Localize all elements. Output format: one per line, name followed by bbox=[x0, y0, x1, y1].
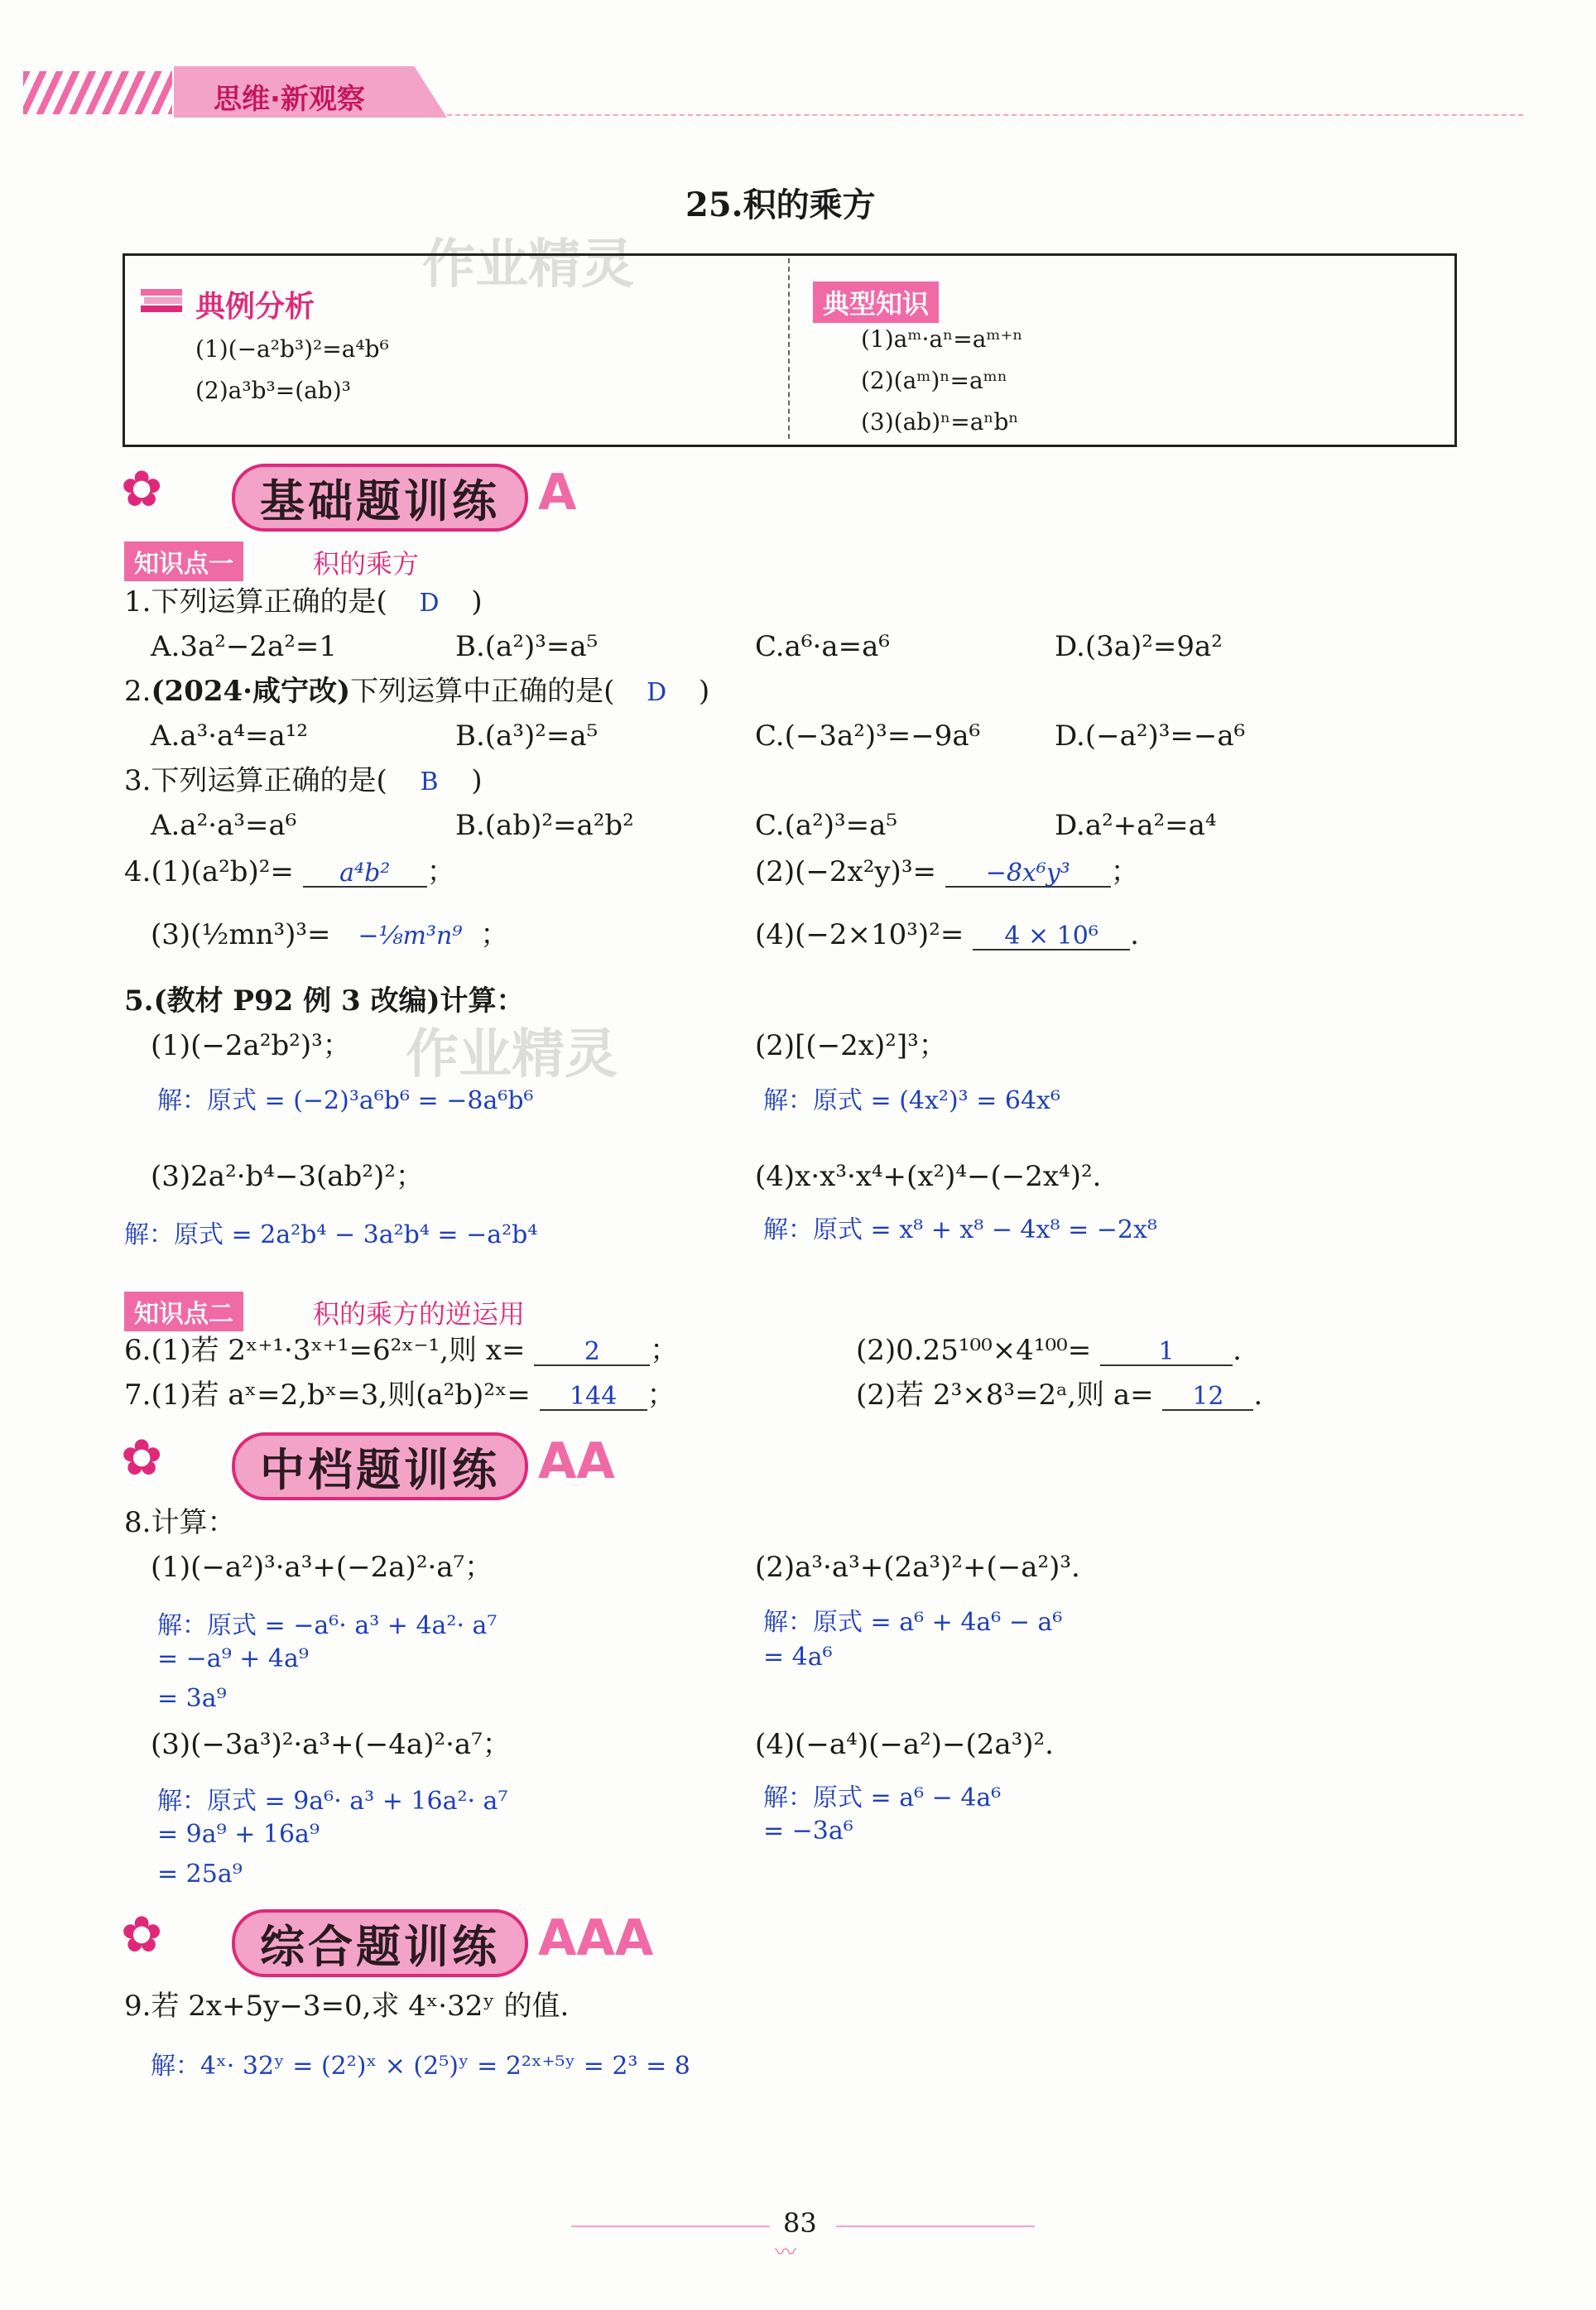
q3-option-b: B.(ab)²=a²b² bbox=[455, 809, 634, 842]
q5-sub3: (3)2a²·b⁴−3(ab²)²； bbox=[151, 1160, 424, 1193]
q8-sol4-line2: = −3a⁶ bbox=[763, 1817, 853, 1846]
q4-answer-1: a⁴b² bbox=[303, 861, 427, 888]
q5-sub4: (4)x·x³·x⁴+(x²)⁴−(−2x⁴)². bbox=[755, 1160, 1102, 1193]
example-heading: 典例分析 bbox=[195, 290, 315, 324]
example-item-1: (1)(−a²b³)²=a⁴b⁶ bbox=[195, 335, 389, 363]
watermark: 作业精灵 bbox=[422, 234, 634, 296]
q2-answer: D bbox=[647, 678, 667, 707]
section-comp-banner bbox=[232, 1909, 528, 1977]
q4-part3: (3)(½mn³)³= −⅛m³n⁹ ； bbox=[151, 918, 509, 951]
q8-sub3: (3)(−3a³)²·a³+(−4a)²·a⁷； bbox=[151, 1728, 511, 1761]
q4-answer-4: 4 × 10⁶ bbox=[973, 924, 1130, 950]
q8-sub2: (2)a³·a³+(2a³)²+(−a²)³. bbox=[755, 1551, 1080, 1584]
q6-answer-1: 2 bbox=[534, 1340, 650, 1366]
knowledge-item-1: (1)aᵐ·aⁿ=aᵐ⁺ⁿ bbox=[861, 325, 1023, 353]
q2-stem: 2.(2024·咸宁改)下列运算中正确的是( D ) bbox=[124, 675, 710, 708]
q4-answer-3: −⅛m³n⁹ bbox=[358, 922, 463, 950]
header-dashline bbox=[447, 114, 1523, 116]
q5-solution-1: 解：原式 = (−2)³a⁶b⁶ = −8a⁶b⁶ bbox=[157, 1086, 534, 1115]
q2-option-a: A.a³·a⁴=a¹² bbox=[151, 719, 308, 753]
knowledge-point-2-name: 积的乘方的逆运用 bbox=[313, 1298, 526, 1330]
q3-option-d: D.a²+a²=a⁴ bbox=[1055, 809, 1217, 842]
q5-sub1: (1)(−2a²b²)³； bbox=[151, 1029, 351, 1062]
knowledge-item-3: (3)(ab)ⁿ=aⁿbⁿ bbox=[861, 408, 1019, 436]
footer-ornament-icon: 〰 bbox=[775, 2240, 797, 2265]
footer-line-right bbox=[836, 2226, 1035, 2227]
q7-part2: (2)若 2³×8³=2ᵃ,则 a= 12 . bbox=[856, 1379, 1263, 1412]
q9-solution: 解：4ˣ· 32ʸ = (2²)ˣ × (2⁵)ʸ = 2²ˣ⁺⁵ʸ = 2³ = 8 bbox=[151, 2052, 690, 2081]
q8-sol4-line1: 解：原式 = a⁶ − 4a⁶ bbox=[763, 1783, 1002, 1812]
q3-stem: 3.下列运算正确的是( B ) bbox=[124, 764, 483, 797]
q4-answer-2: −8x⁶y³ bbox=[945, 861, 1111, 888]
q5-solution-2: 解：原式 = (4x²)³ = 64x⁶ bbox=[763, 1086, 1061, 1115]
q1-option-d: D.(3a)²=9a² bbox=[1055, 630, 1223, 663]
section-basic-title: 基础题训练 bbox=[260, 474, 500, 527]
q8-sol3-line3: = 25a⁹ bbox=[157, 1860, 243, 1889]
q1-stem: 1.下列运算正确的是( D ) bbox=[124, 585, 483, 618]
section-comp-title: 综合题训练 bbox=[260, 1920, 500, 1973]
watermark-2: 作业精灵 bbox=[406, 1024, 618, 1085]
q8-sol1-line3: = 3a⁹ bbox=[157, 1684, 227, 1713]
q8-sol3-line1: 解：原式 = 9a⁶· a³ + 16a²· a⁷ bbox=[157, 1787, 508, 1816]
flower-icon: ✿ bbox=[121, 460, 163, 518]
q2-option-b: B.(a³)²=a⁵ bbox=[455, 719, 598, 753]
q8-sol3-line2: = 9a⁹ + 16a⁹ bbox=[157, 1820, 320, 1849]
knowledge-point-2-tag: 知识点二 bbox=[124, 1292, 243, 1331]
q7-part1: 7.(1)若 aˣ=2,bˣ=3,则(a²b)²ˣ= 144 ； bbox=[124, 1379, 675, 1412]
q5-solution-4: 解：原式 = x⁸ + x⁸ − 4x⁸ = −2x⁸ bbox=[763, 1215, 1157, 1244]
q5-sub2: (2)[(−2x)²]³； bbox=[755, 1029, 947, 1062]
q6-answer-2: 1 bbox=[1100, 1340, 1233, 1366]
knowledge-heading: 典型知识 bbox=[813, 282, 939, 323]
q1-option-c: C.a⁶·a=a⁶ bbox=[755, 630, 890, 663]
q1-option-b: B.(a²)³=a⁵ bbox=[455, 630, 598, 663]
section-mid-banner bbox=[232, 1432, 528, 1500]
book-icon bbox=[139, 286, 185, 315]
box-divider bbox=[788, 258, 790, 439]
q3-option-c: C.(a²)³=a⁵ bbox=[755, 809, 898, 842]
q4-part4: (4)(−2×10³)²= 4 × 10⁶ . bbox=[755, 918, 1139, 951]
q8-sol1-line1: 解：原式 = −a⁶· a³ + 4a²· a⁷ bbox=[157, 1611, 498, 1640]
knowledge-item-2: (2)(aᵐ)ⁿ=aᵐⁿ bbox=[861, 367, 1007, 394]
q1-answer: D bbox=[419, 589, 440, 618]
q9-stem: 9.若 2x+5y−3=0,求 4ˣ·32ʸ 的值. bbox=[124, 1990, 570, 2023]
q8-stem: 8.计算： bbox=[124, 1506, 236, 1539]
q5-stem: 5.(教材 P92 例 3 改编)计算： bbox=[124, 984, 525, 1018]
q4-part1: 4.(1)(a²b)²= a⁴b² ； bbox=[124, 855, 455, 888]
q8-sol2-line1: 解：原式 = a⁶ + 4a⁶ − a⁶ bbox=[763, 1608, 1063, 1637]
q8-sol2-line2: = 4a⁶ bbox=[763, 1643, 833, 1672]
q2-option-c: C.(−3a²)³=−9a⁶ bbox=[755, 719, 981, 753]
q8-sub1: (1)(−a²)³·a³+(−2a)²·a⁷； bbox=[151, 1551, 493, 1584]
q6-part2: (2)0.25¹⁰⁰×4¹⁰⁰= 1 . bbox=[856, 1334, 1242, 1367]
page-title: 25.积的乘方 bbox=[685, 185, 876, 224]
knowledge-point-1-name: 积的乘方 bbox=[313, 548, 420, 580]
q8-sol1-line2: = −a⁹ + 4a⁹ bbox=[157, 1644, 309, 1673]
q1-option-a: A.3a²−2a²=1 bbox=[151, 630, 338, 663]
flower-icon: ✿ bbox=[121, 1429, 163, 1487]
section-basic-level: A bbox=[538, 464, 577, 522]
section-basic-banner bbox=[232, 464, 528, 532]
q3-option-a: A.a²·a³=a⁶ bbox=[151, 809, 297, 842]
header-series: 思维·新观察 bbox=[214, 83, 365, 116]
section-mid-level: AA bbox=[538, 1432, 615, 1490]
q7-answer-2: 12 bbox=[1162, 1384, 1253, 1411]
footer-line-left bbox=[571, 2226, 770, 2227]
page-number: 83 bbox=[783, 2207, 817, 2239]
flower-icon: ✿ bbox=[121, 1906, 163, 1964]
section-comp-level: AAA bbox=[538, 1909, 654, 1967]
q6-part1: 6.(1)若 2ˣ⁺¹·3ˣ⁺¹=6²ˣ⁻¹,则 x= 2 ； bbox=[124, 1334, 679, 1367]
header-stripes bbox=[23, 71, 172, 114]
q5-solution-3: 解：原式 = 2a²b⁴ − 3a²b⁴ = −a²b⁴ bbox=[124, 1220, 538, 1249]
q3-answer: B bbox=[420, 768, 439, 796]
q7-answer-1: 144 bbox=[540, 1384, 647, 1411]
section-mid-title: 中档题训练 bbox=[260, 1443, 500, 1496]
q4-part2: (2)(−2x²y)³= −8x⁶y³ ； bbox=[755, 855, 1139, 888]
q2-option-d: D.(−a²)³=−a⁶ bbox=[1055, 719, 1246, 753]
q8-sub4: (4)(−a⁴)(−a²)−(2a³)². bbox=[755, 1728, 1054, 1761]
example-item-2: (2)a³b³=(ab)³ bbox=[195, 377, 351, 404]
knowledge-point-1-tag: 知识点一 bbox=[124, 541, 243, 581]
